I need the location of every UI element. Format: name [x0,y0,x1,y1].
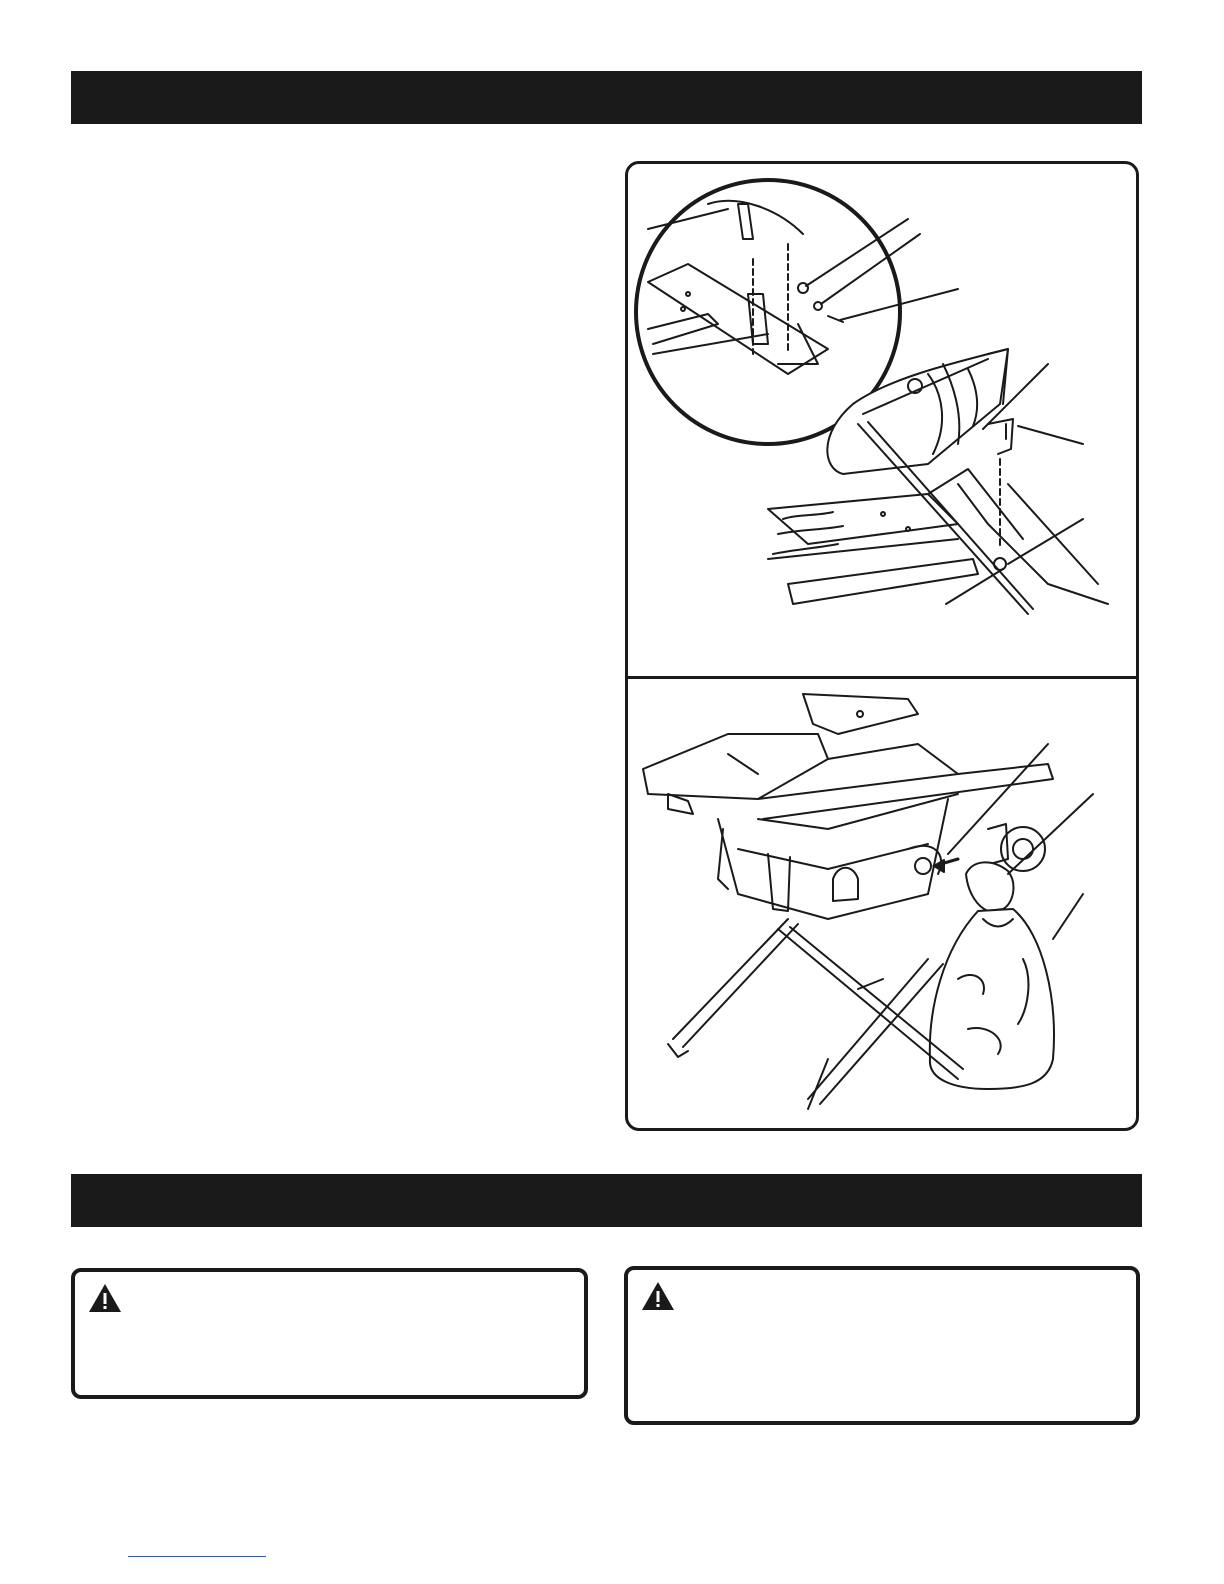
table-saw-dust-bag-illustration [628,679,1136,1131]
section-header-bottom [71,1174,1142,1227]
figure-panel [625,161,1139,1131]
warning-box-right [624,1266,1140,1425]
warning-triangle-icon [87,1282,123,1314]
warning-triangle-icon [640,1280,676,1312]
footer-link-underline[interactable] [128,1556,266,1557]
warning-box-left [71,1268,588,1399]
blade-guard-assembly-illustration [628,164,1136,676]
section-header-top [71,71,1142,124]
